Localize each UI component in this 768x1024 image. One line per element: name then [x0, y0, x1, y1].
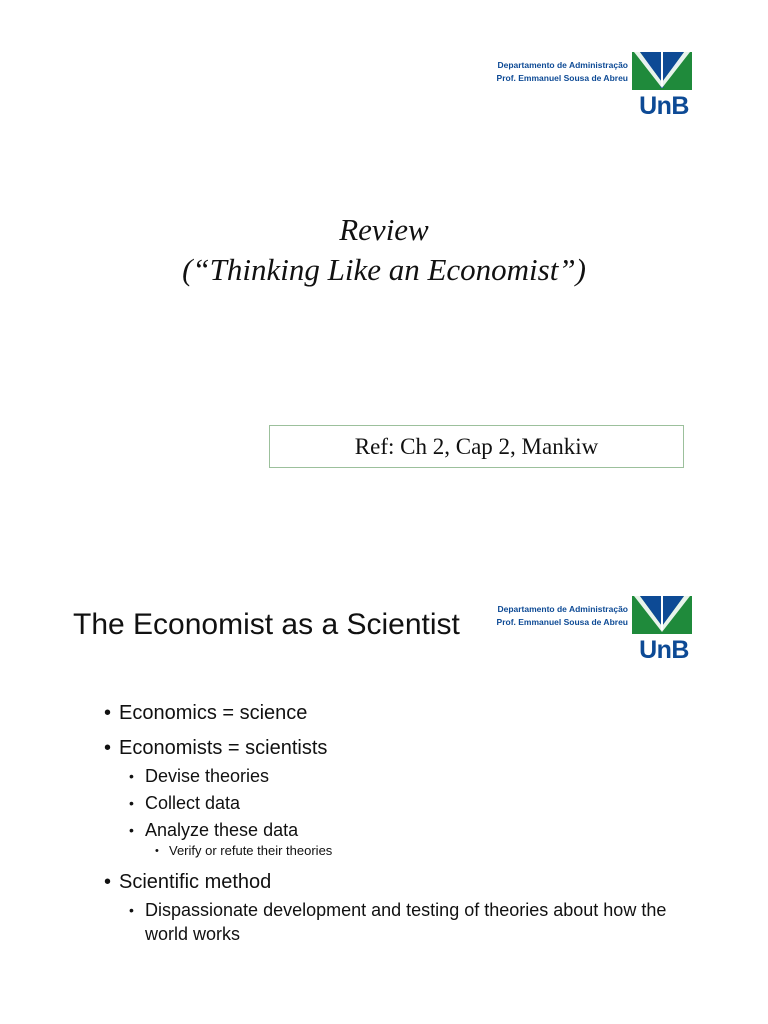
professor-label: Prof. Emmanuel Sousa de Abreu [496, 73, 628, 83]
sub-sub-bullet-list [155, 842, 684, 860]
sub-bullet-list [129, 898, 684, 946]
unb-brand: UnB [639, 636, 689, 664]
list-item [104, 869, 684, 946]
bullet-text: Scientific method [119, 871, 272, 893]
slide-heading: The Economist as a Scientist [73, 608, 460, 641]
list-item [155, 842, 684, 860]
reference-box: Ref: Ch 2, Cap 2, Mankiw [269, 425, 684, 468]
unb-emblem-icon [632, 52, 692, 90]
professor-label: Prof. Emmanuel Sousa de Abreu [496, 617, 628, 627]
list-item [104, 735, 684, 860]
unb-brand: UnB [639, 92, 689, 120]
slide-title [0, 210, 768, 290]
sub-bullet-list [129, 764, 684, 860]
list-item [129, 898, 684, 946]
list-item [129, 818, 684, 860]
title-line-2: (“Thinking Like an Economist”) [182, 252, 586, 287]
sub-bullet-text: Analyze these data [145, 820, 299, 840]
title-line-1: Review [339, 212, 429, 247]
department-label: Departamento de Administração [497, 60, 628, 70]
list-item [104, 700, 684, 726]
unb-logo [492, 52, 692, 132]
bullet-text: Economics = science [119, 702, 308, 724]
unb-logo [492, 596, 692, 676]
department-label: Departamento de Administração [497, 604, 628, 614]
unb-emblem-icon [632, 596, 692, 634]
sub-sub-bullet-text: Verify or refute their theories [169, 843, 333, 858]
bullet-text: Economists = scientists [119, 737, 328, 759]
sub-bullet-text: Collect data [145, 793, 241, 813]
content-slide [0, 560, 768, 1024]
bullet-list [104, 700, 684, 955]
list-item [129, 791, 684, 815]
list-item [129, 764, 684, 788]
sub-bullet-text: Dispassionate development and testing of theories about how the world works [145, 900, 667, 944]
sub-bullet-text: Devise theories [145, 766, 270, 786]
